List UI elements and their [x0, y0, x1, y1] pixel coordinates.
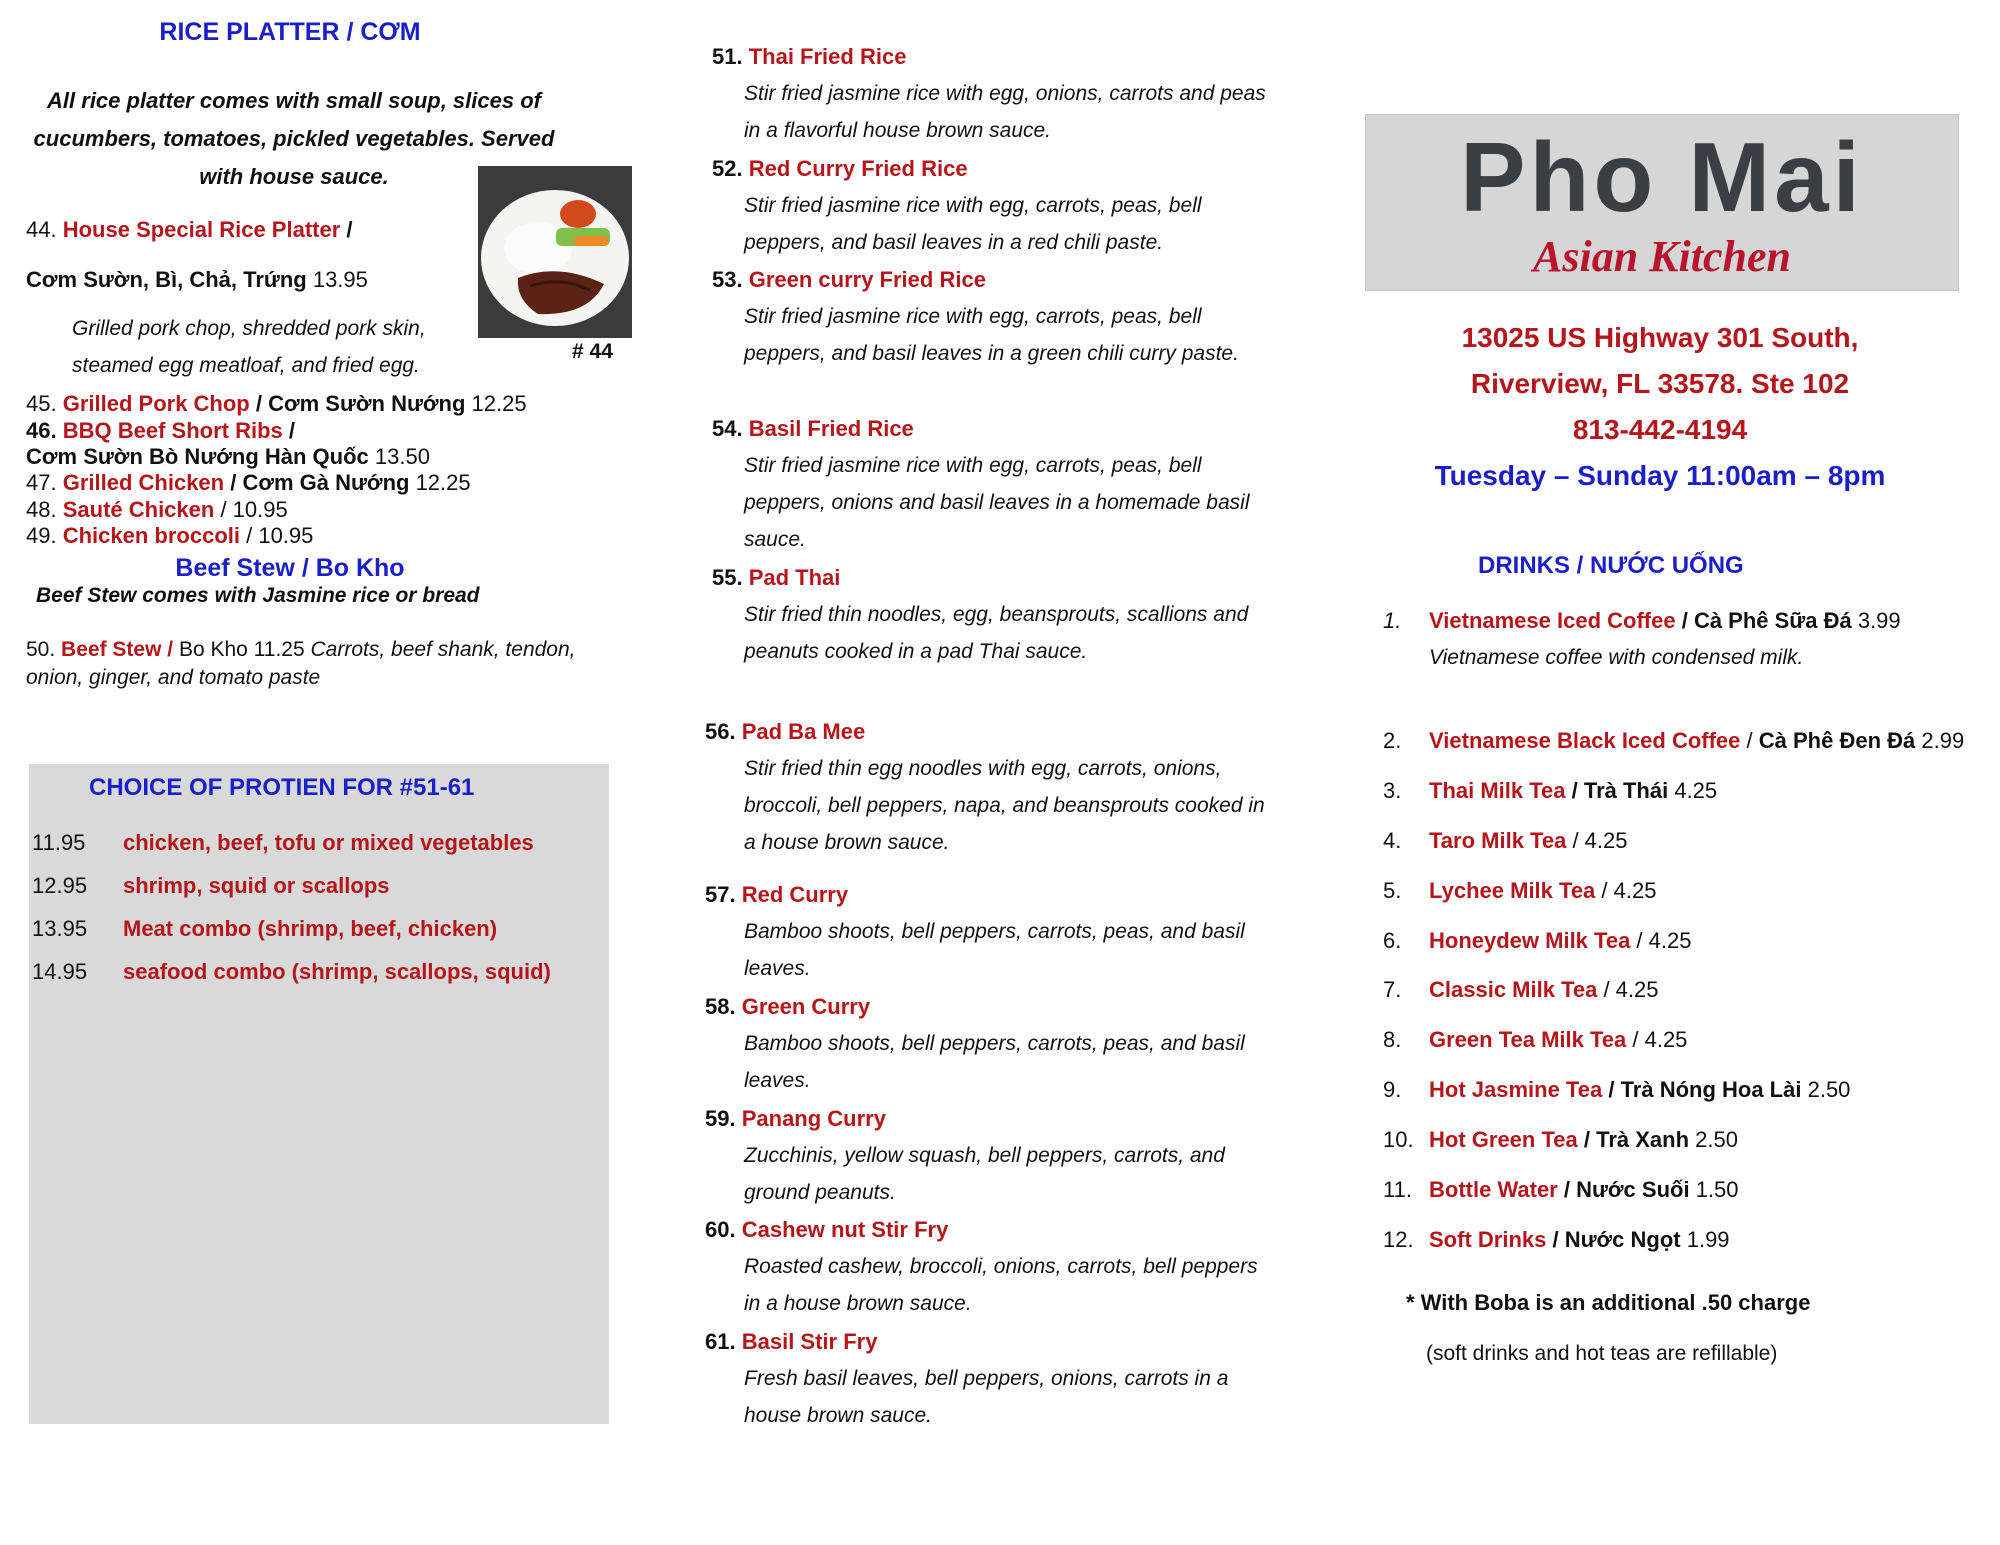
item-price: 13.95 [306, 267, 368, 292]
logo-subtitle: Asian Kitchen [1533, 232, 1791, 281]
drink-item-6 [1383, 928, 1691, 954]
menu-item-44-viet [26, 266, 368, 293]
menu-item-52 [712, 156, 968, 182]
beef-stew-note: Beef Stew comes with Jasmine rice or bread [36, 584, 480, 607]
protein-label: seafood combo (shrimp, scallops, squid) [123, 959, 551, 984]
menu-item-52-desc: Stir fried jasmine rice with egg, carrots, peas, bell peppers, and basil leaves in a red chili paste. [744, 194, 1202, 254]
drink-item-5 [1383, 878, 1656, 904]
item-number: 59. [705, 1106, 736, 1131]
item-number: 58. [705, 994, 736, 1019]
menu-item-51-desc: Stir fried jasmine rice with egg, onions, carrots and peas in a flavorful house brown sauce. [744, 82, 1266, 142]
drink-name: Taro Milk Tea [1429, 828, 1567, 853]
drink-separator: / [1675, 608, 1694, 633]
item-number: 53. [712, 267, 743, 292]
item-price: 13.50 [368, 444, 430, 469]
item-name: Red Curry Fried Rice [748, 156, 968, 181]
drink-viet-name: Trà Nóng Hoa Lài [1620, 1077, 1802, 1102]
item-name: Sauté Chicken [62, 497, 215, 522]
drinks-heading: DRINKS / NƯỚC UỐNG [1478, 552, 1744, 579]
beef-stew-heading-en: Beef Stew [175, 554, 295, 582]
drink-price: 1.99 [1680, 1227, 1730, 1252]
rice-plate-image [478, 166, 632, 338]
phone-number: 813-442-4194 [1572, 414, 1748, 445]
drink-price: 2.99 [1915, 728, 1965, 753]
drink-item-3 [1383, 778, 1717, 804]
drink-viet-name: Trà Xanh [1596, 1127, 1690, 1152]
drink-price: 1.50 [1689, 1177, 1739, 1202]
item-viet-name: Cơm Sườn Bò Nướng Hàn Quốc [26, 444, 369, 469]
menu-item-50 [26, 636, 586, 692]
item-separator: / [340, 217, 353, 242]
protein-heading: CHOICE OF PROTIEN FOR #51-61 [89, 774, 475, 801]
drink-number: 5. [1383, 878, 1402, 903]
drink-name: Soft Drinks [1429, 1227, 1547, 1252]
item-viet-name: Cơm Sườn, Bì, Chả, Trứng [26, 267, 307, 292]
drink-price: / 4.25 [1595, 878, 1657, 903]
item-viet-name: Bo Kho [178, 638, 248, 661]
drink-item-11 [1383, 1177, 1739, 1203]
menu-item-57-desc: Bamboo shoots, bell peppers, carrots, peas, and basil leaves. [744, 920, 1245, 980]
item-number: 51. [712, 44, 743, 69]
item-number: 57. [705, 882, 736, 907]
item-number: 47. [26, 470, 57, 495]
drink-number: 2. [1383, 728, 1402, 753]
rice-platter-intro: All rice platter comes with small soup, slices of cucumbers, tomatoes, pickled vegetables. Served with house sauce. [33, 88, 555, 189]
drink-separator: / [1557, 1177, 1577, 1202]
item-name: Pad Thai [748, 565, 841, 590]
drink-item-10 [1383, 1127, 1738, 1153]
drink-name: Lychee Milk Tea [1429, 878, 1596, 903]
protein-row [32, 830, 534, 856]
drink-separator: / [1740, 728, 1759, 753]
drink-name: Bottle Water [1429, 1177, 1558, 1202]
beef-stew-heading-viet: / Bo Kho [294, 554, 405, 582]
protein-row [32, 873, 390, 899]
address-line-1: 13025 US Highway 301 South, [1461, 322, 1859, 353]
menu-item-53 [712, 267, 986, 293]
item-name: Red Curry [741, 882, 849, 907]
drink-viet-name: Trà Thái [1583, 778, 1669, 803]
item-price: 12.25 [409, 470, 471, 495]
drink-number: 4. [1383, 828, 1402, 853]
menu-item-56 [705, 719, 865, 745]
protein-label: shrimp, squid or scallops [123, 873, 390, 898]
opening-hours: Tuesday – Sunday 11:00am – 8pm [1434, 460, 1886, 491]
menu-item-61 [705, 1329, 877, 1355]
item-number: 48. [26, 497, 57, 522]
item-price: / 10.95 [214, 497, 288, 522]
address-line-2: Riverview, FL 33578. Ste 102 [1470, 368, 1850, 399]
drink-item-4 [1383, 828, 1627, 854]
protein-price: 12.95 [32, 873, 88, 898]
boba-note: * With Boba is an additional .50 charge [1406, 1290, 1811, 1315]
menu-item-44 [26, 216, 353, 243]
drink-separator: / [1565, 778, 1584, 803]
drink-viet-name: Cà Phê Sữa Đá [1693, 608, 1852, 633]
drink-number: 10. [1383, 1127, 1414, 1152]
item-number: 44. [26, 217, 57, 242]
menu-item-44-desc: Grilled pork chop, shredded pork skin, steamed egg meatloaf, and fried egg. [72, 317, 426, 377]
item-price: 11.25 [247, 638, 311, 661]
item-number: 60. [705, 1217, 736, 1242]
item-name: BBQ Beef Short Ribs [62, 418, 283, 443]
item-separator: / [224, 470, 243, 495]
item-name: Green Curry [741, 994, 871, 1019]
drink-number: 12. [1383, 1227, 1414, 1252]
menu-item-54 [712, 416, 914, 442]
menu-item-45 [26, 390, 527, 417]
item-name: Grilled Chicken [62, 470, 225, 495]
item-number: 55. [712, 565, 743, 590]
drink-number: 7. [1383, 977, 1402, 1002]
menu-item-57 [705, 882, 848, 908]
drink-price: / 4.25 [1597, 977, 1659, 1002]
item-name: Chicken broccoli [62, 523, 240, 548]
drink-name: Hot Jasmine Tea [1429, 1077, 1603, 1102]
menu-item-55 [712, 565, 840, 591]
item-price: / 10.95 [240, 523, 314, 548]
drink-item-7 [1383, 977, 1659, 1003]
protein-row [32, 959, 551, 985]
menu-item-60-desc: Roasted cashew, broccoli, onions, carrots, bell peppers in a house brown sauce. [744, 1255, 1258, 1315]
item-separator: / [161, 638, 179, 661]
drink-name: Vietnamese Iced Coffee [1429, 608, 1676, 633]
drink-item-1-desc: Vietnamese coffee with condensed milk. [1429, 646, 1804, 669]
item-name: Grilled Pork Chop [62, 391, 250, 416]
item-name: Cashew nut Stir Fry [741, 1217, 949, 1242]
drink-price: / 4.25 [1626, 1027, 1688, 1052]
drink-viet-name: Nước Ngọt [1564, 1227, 1681, 1252]
drink-name: Classic Milk Tea [1429, 977, 1598, 1002]
menu-item-48 [26, 496, 288, 523]
item-number: 56. [705, 719, 736, 744]
item-separator: / [282, 418, 295, 443]
item-viet-name: Cơm Gà Nướng [242, 470, 410, 495]
drink-number: 1. [1383, 608, 1402, 633]
menu-item-49 [26, 522, 313, 549]
menu-item-54-desc: Stir fried jasmine rice with egg, carrots, peas, bell peppers, onions and basil leaves in a homemade basil sauce. [744, 454, 1250, 551]
drink-item-1 [1383, 608, 1901, 634]
menu-item-56-desc: Stir fried thin egg noodles with egg, carrots, onions, broccoli, bell peppers, napa, and beansprouts cooked in a house brown sauce. [744, 757, 1265, 854]
protein-price: 14.95 [32, 959, 88, 984]
item-name: Thai Fried Rice [748, 44, 907, 69]
item-name: Basil Fried Rice [748, 416, 914, 441]
menu-item-46 [26, 417, 295, 444]
menu-item-55-desc: Stir fried thin noodles, egg, beansprouts, scallions and peanuts cooked in a pad Thai sauce. [744, 603, 1249, 663]
item-name: Panang Curry [741, 1106, 886, 1131]
item-number: 46. [26, 418, 57, 443]
drink-item-9 [1383, 1077, 1850, 1103]
item-name: Pad Ba Mee [741, 719, 866, 744]
drink-separator: / [1546, 1227, 1565, 1252]
menu-item-58-desc: Bamboo shoots, bell peppers, carrots, peas, and basil leaves. [744, 1032, 1245, 1092]
drink-price: 4.25 [1668, 778, 1718, 803]
drink-separator: / [1577, 1127, 1597, 1152]
menu-item-59 [705, 1106, 886, 1132]
drink-number: 8. [1383, 1027, 1402, 1052]
drink-price: 3.99 [1851, 608, 1901, 633]
menu-item-53-desc: Stir fried jasmine rice with egg, carrots, peas, bell peppers, and basil leaves in a green chili curry paste. [744, 305, 1239, 365]
rice-platter-heading: RICE PLATTER / CƠM [159, 18, 421, 46]
item-name: House Special Rice Platter [62, 217, 341, 242]
drink-price: / 4.25 [1630, 928, 1692, 953]
drink-viet-name: Nước Suối [1576, 1177, 1690, 1202]
menu-item-46-viet [26, 443, 430, 470]
drink-number: 11. [1383, 1177, 1412, 1202]
drink-item-2 [1383, 728, 1964, 754]
drink-item-8 [1383, 1027, 1687, 1053]
menu-item-47 [26, 469, 471, 496]
item-number: 52. [712, 156, 743, 181]
protein-label: Meat combo (shrimp, beef, chicken) [123, 916, 498, 941]
item-number: 61. [705, 1329, 736, 1354]
rice-platter-photo [478, 166, 632, 338]
beef-stew-heading [0, 554, 580, 583]
item-desc: Carrots, beef shank, tendon, onion, ginger, and tomato paste [26, 638, 576, 689]
drink-name: Hot Green Tea [1429, 1127, 1578, 1152]
refill-note: (soft drinks and hot teas are refillable) [1426, 1342, 1778, 1365]
item-price: 12.25 [465, 391, 527, 416]
drink-price: 2.50 [1801, 1077, 1851, 1102]
drink-name: Honeydew Milk Tea [1429, 928, 1631, 953]
drink-price: / 4.25 [1566, 828, 1628, 853]
item-number: 45. [26, 391, 57, 416]
drink-name: Green Tea Milk Tea [1429, 1027, 1627, 1052]
item-number: 54. [712, 416, 743, 441]
protein-choice-box [29, 764, 609, 1424]
menu-item-60 [705, 1217, 948, 1243]
rice-photo-caption: # 44 [572, 340, 613, 363]
drink-item-12 [1383, 1227, 1730, 1253]
drink-viet-name: Cà Phê Đen Đá [1758, 728, 1916, 753]
drink-name: Vietnamese Black Iced Coffee [1429, 728, 1741, 753]
protein-row [32, 916, 497, 942]
item-name: Green curry Fried Rice [748, 267, 986, 292]
drink-number: 3. [1383, 778, 1402, 803]
item-name: Basil Stir Fry [741, 1329, 878, 1354]
item-number: 50. [26, 638, 56, 661]
logo-name: Pho Mai [1460, 122, 1864, 232]
restaurant-logo [1365, 114, 1959, 291]
item-viet-name: Cơm Sườn Nướng [268, 391, 466, 416]
protein-price: 13.95 [32, 916, 88, 941]
drink-number: 6. [1383, 928, 1402, 953]
item-name: Beef Stew [61, 638, 162, 661]
protein-label: chicken, beef, tofu or mixed vegetables [123, 830, 534, 855]
drink-number: 9. [1383, 1077, 1402, 1102]
menu-item-59-desc: Zucchinis, yellow squash, bell peppers, carrots, and ground peanuts. [744, 1144, 1225, 1204]
drink-price: 2.50 [1689, 1127, 1738, 1152]
menu-item-58 [705, 994, 870, 1020]
drink-separator: / [1602, 1077, 1621, 1102]
menu-item-51 [712, 44, 906, 70]
item-number: 49. [26, 523, 57, 548]
drink-name: Thai Milk Tea [1429, 778, 1566, 803]
protein-price: 11.95 [32, 830, 86, 855]
menu-item-61-desc: Fresh basil leaves, bell peppers, onions, carrots in a house brown sauce. [744, 1367, 1229, 1427]
item-separator: / [249, 391, 269, 416]
